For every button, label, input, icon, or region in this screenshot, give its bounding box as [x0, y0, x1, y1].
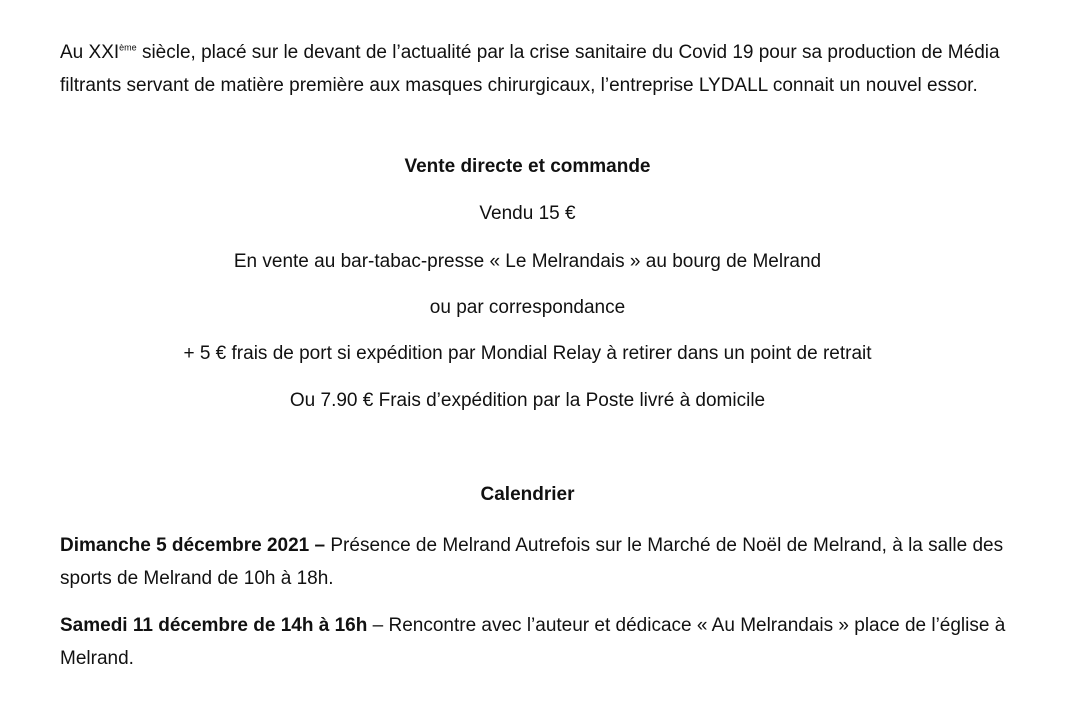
calendar-event-text: Présence de Melrand Autrefois sur le Marché de Noël de Melrand, à la salle des sports de Melrand de 10h à 18h. — [60, 535, 1004, 589]
intro-paragraph — [60, 36, 1010, 102]
calendar-heading: Calendrier — [480, 484, 575, 505]
sale-location: En vente au bar-tabac-presse « Le Melrandais » au bourg de Melrand — [233, 251, 822, 272]
intro-superscript: ème — [119, 42, 137, 53]
sale-heading: Vente directe et commande — [404, 156, 651, 177]
calendar-event-text: – Rencontre avec l’auteur et dédicace « Au Melrandais » place de l’église à Melrand. — [60, 615, 1006, 669]
intro-text-start: Au XXI — [60, 42, 120, 63]
intro-text-rest: siècle, placé sur le devant de l’actualité par la crise sanitaire du Covid 19 pour sa production de Média filtrants servant de matière première aux masques chirurgicaux, l’entreprise LYDALL connait un nouvel essor. — [60, 42, 1000, 96]
shipping-relay: + 5 € frais de port si expédition par Mondial Relay à retirer dans un point de retrait — [183, 343, 872, 364]
shipping-post: Ou 7.90 € Frais d’expédition par la Poste livré à domicile — [289, 390, 766, 411]
sale-by-mail: ou par correspondance — [429, 297, 626, 318]
calendar-event-date: Samedi 11 décembre de 14h à 16h — [60, 615, 368, 636]
calendar-event-date: Dimanche 5 décembre 2021 – — [60, 535, 326, 556]
calendar-event — [60, 529, 1010, 595]
calendar-event — [60, 609, 1010, 675]
sale-price: Vendu 15 € — [479, 203, 576, 224]
